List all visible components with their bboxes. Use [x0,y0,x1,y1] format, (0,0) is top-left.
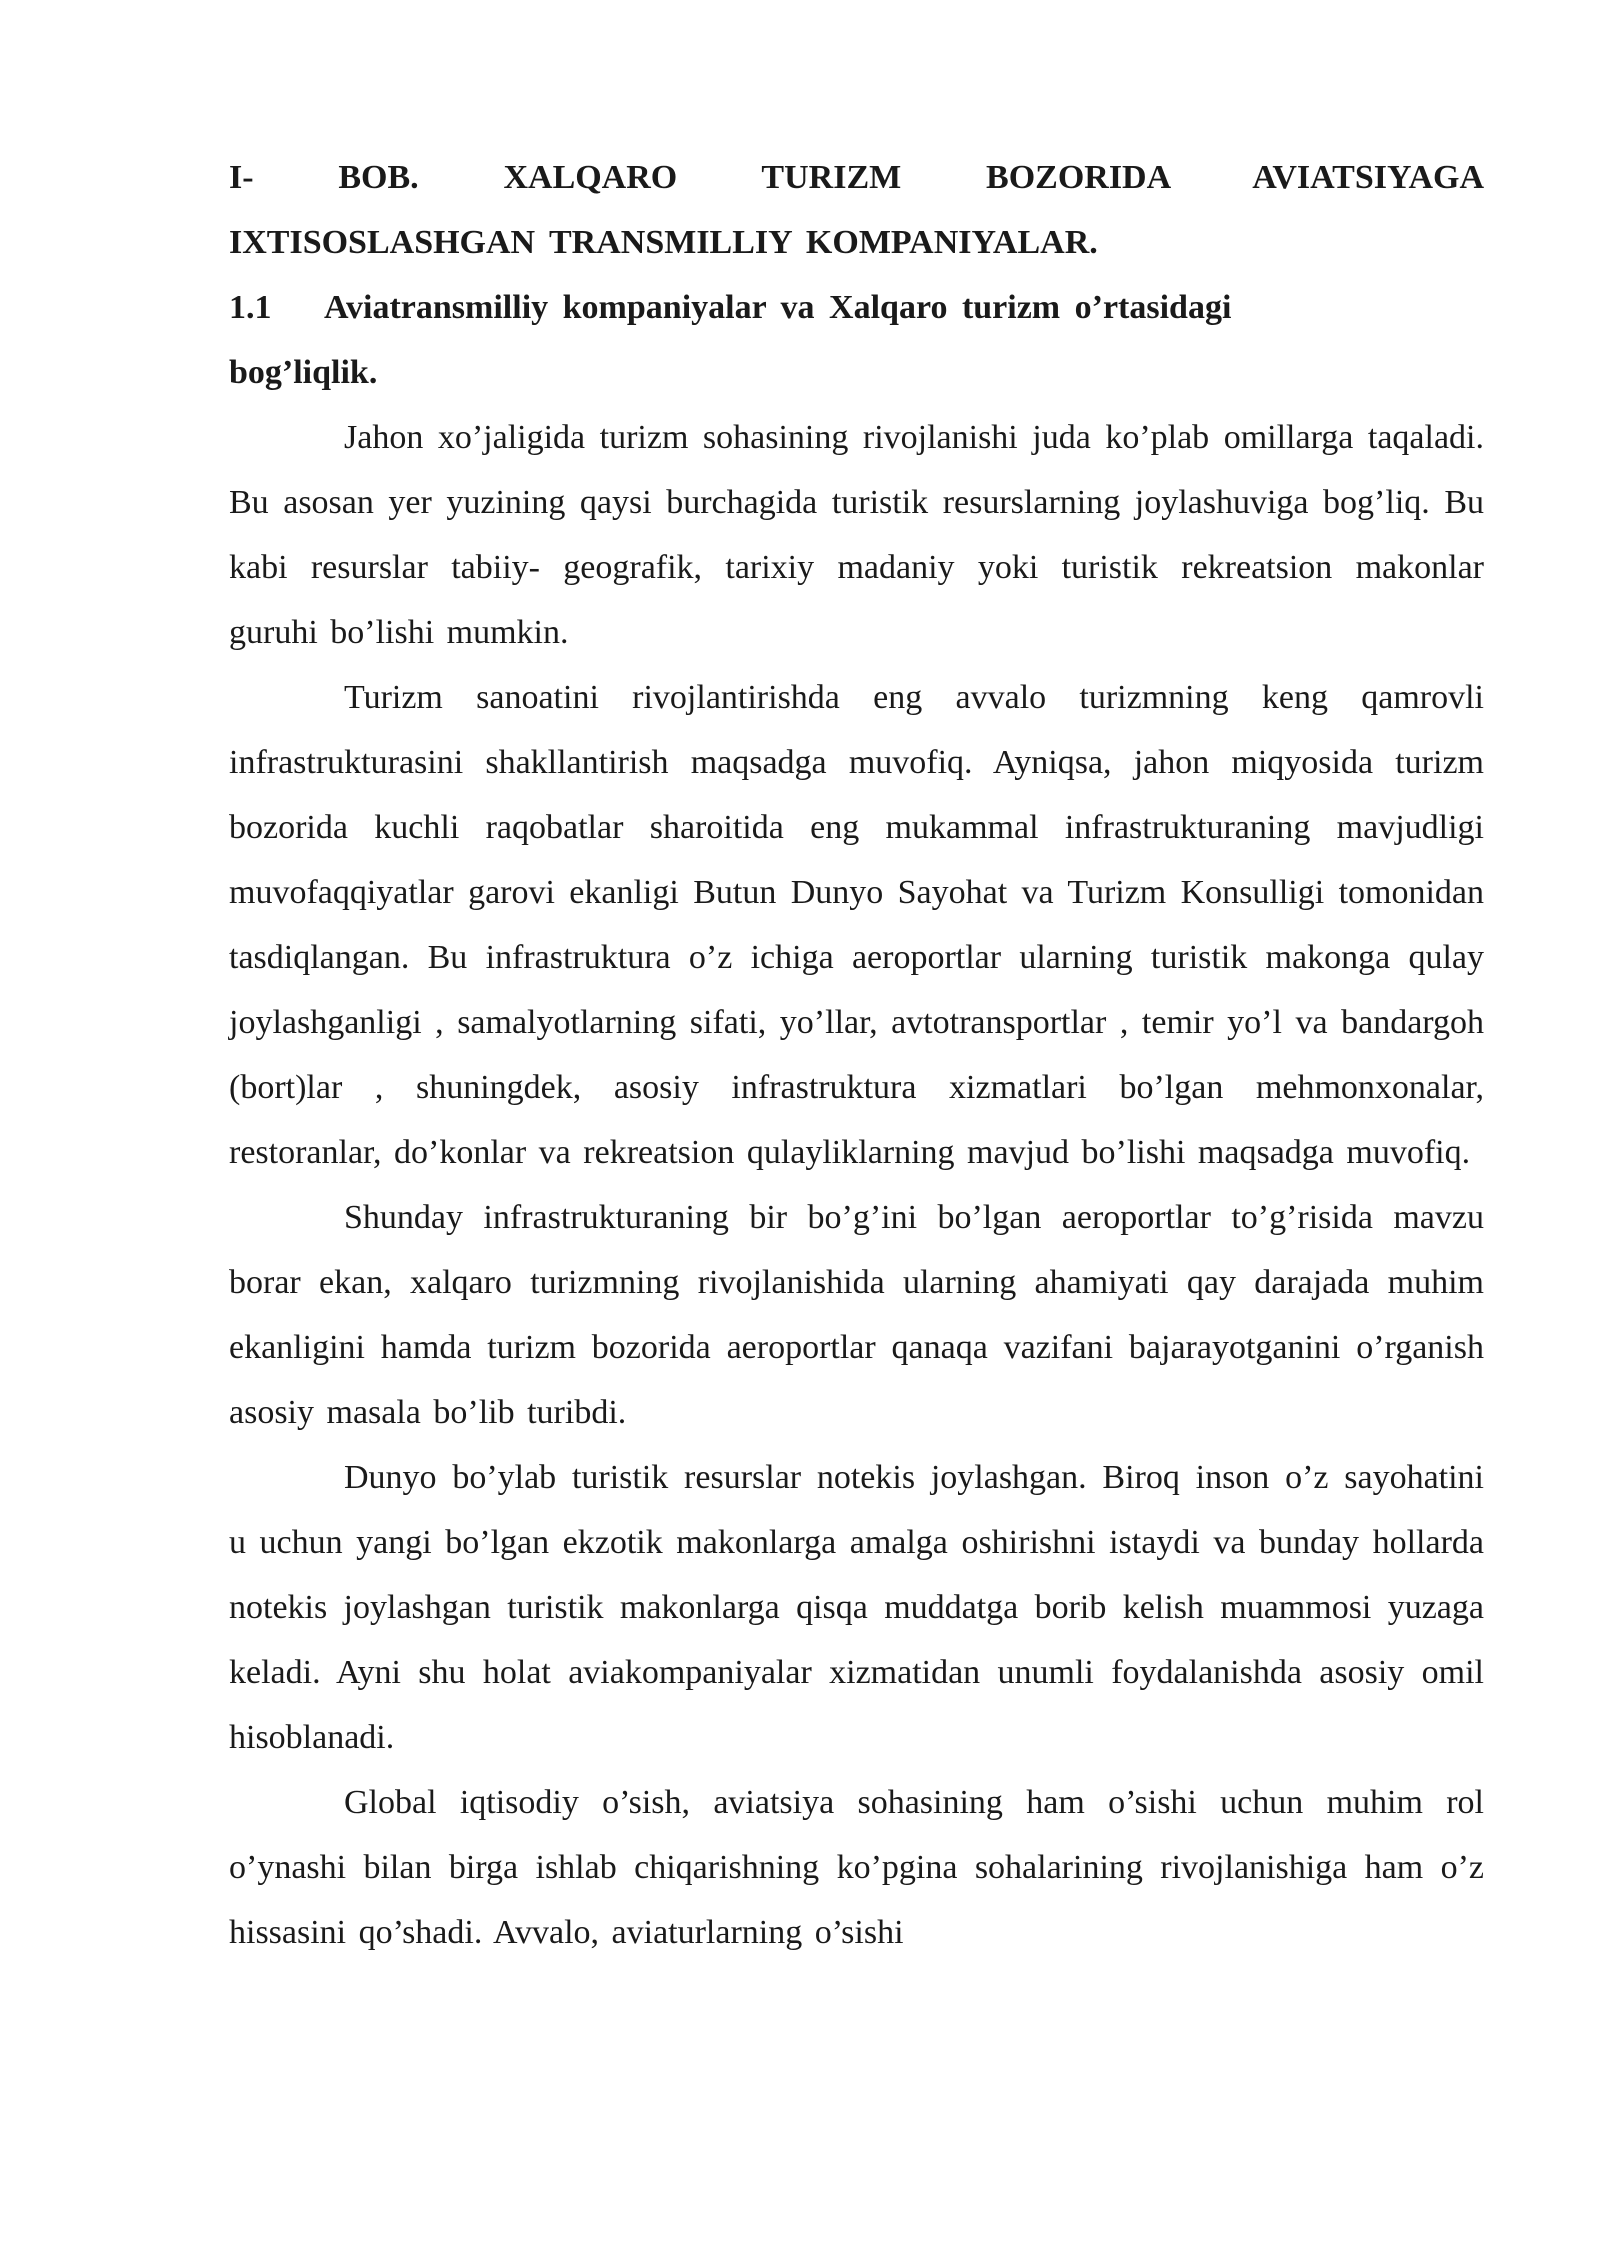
chapter-heading [229,145,1484,275]
chapter-heading-line-1: I- BOB. XALQARO TURIZM BOZORIDA AVIATSIYAGA [229,159,1484,196]
paragraph: Global iqtisodiy o’sish, aviatsiya sohasining ham o’sishi uchun muhim rol o’ynashi bilan birga ishlab chiqarishning ko’pgina sohalarining rivojlanishiga ham o’z hissasini qo’shadi. Avvalo, aviaturlarning o’sishi [229,1784,1484,1951]
paragraph: Shunday infrastrukturaning bir bo’g’ini bo’lgan aeroportlar to’g’risida mavzu borar ekan, xalqaro turizmning rivojlanishida ularning ahamiyati qay darajada muhim ekanligini hamda turizm bozorida aeroportlar qanaqa vazifani bajarayotganini o’rganish asosiy masala bo’lib turibdi. [229,1199,1484,1431]
chapter-heading-line-2: IXTISOSLASHGAN TRANSMILLIY KOMPANIYALAR. [229,224,1098,261]
section-number: 1.1 [229,289,272,326]
paragraph: Turizm sanoatini rivojlantirishda eng avvalo turizmning keng qamrovli infrastrukturasini shakllantirish maqsadga muvofiq. Ayniqsa, jahon miqyosida turizm bozorida kuchli raqobatlar sharoitida eng mukammal infrastrukturaning mavjudligi muvofaqqiyatlar garovi ekanligi Butun Dunyo Sayohat va Turizm Konsulligi tomonidan tasdiqlangan. Bu infrastruktura o’z ichiga aeroportlar ularning turistik makonga qulay joylashganligi , samalyotlarning sifati, yo’llar, avtotransportlar , temir yo’l va bandargoh (bort)lar , shuningdek, asosiy infrastruktura xizmatlari bo’lgan mehmonxonalar, restoranlar, do’konlar va rekreatsion qulayliklarning mavjud bo’lishi maqsadga muvofiq. [229,679,1484,1171]
section-title: Aviatransmilliy kompaniyalar va Xalqaro turizm o’rtasidagi bog’liqlik. [229,289,1232,391]
paragraph: Dunyo bo’ylab turistik resurslar notekis joylashgan. Biroq inson o’z sayohatini u uchun yangi bo’lgan ekzotik makonlarga amalga oshirishni istaydi va bunday hollarda notekis joylashgan turistik makonlarga qisqa muddatga borib kelish muammosi yuzaga keladi. Ayni shu holat aviakompaniyalar xizmatidan unumli foydalanishda asosiy omil hisoblanadi. [229,1459,1484,1756]
paragraph: Jahon xo’jaligida turizm sohasining rivojlanishi juda ko’plab omillarga taqaladi. Bu asosan yer yuzining qaysi burchagida turistik resurslarning joylashuviga bog’liq. Bu kabi resurslar tabiiy- geografik, tarixiy madaniy yoki turistik rekreatsion makonlar guruhi bo’lishi mumkin. [229,419,1484,651]
section-heading [229,275,1359,405]
document-body [229,145,1484,1965]
